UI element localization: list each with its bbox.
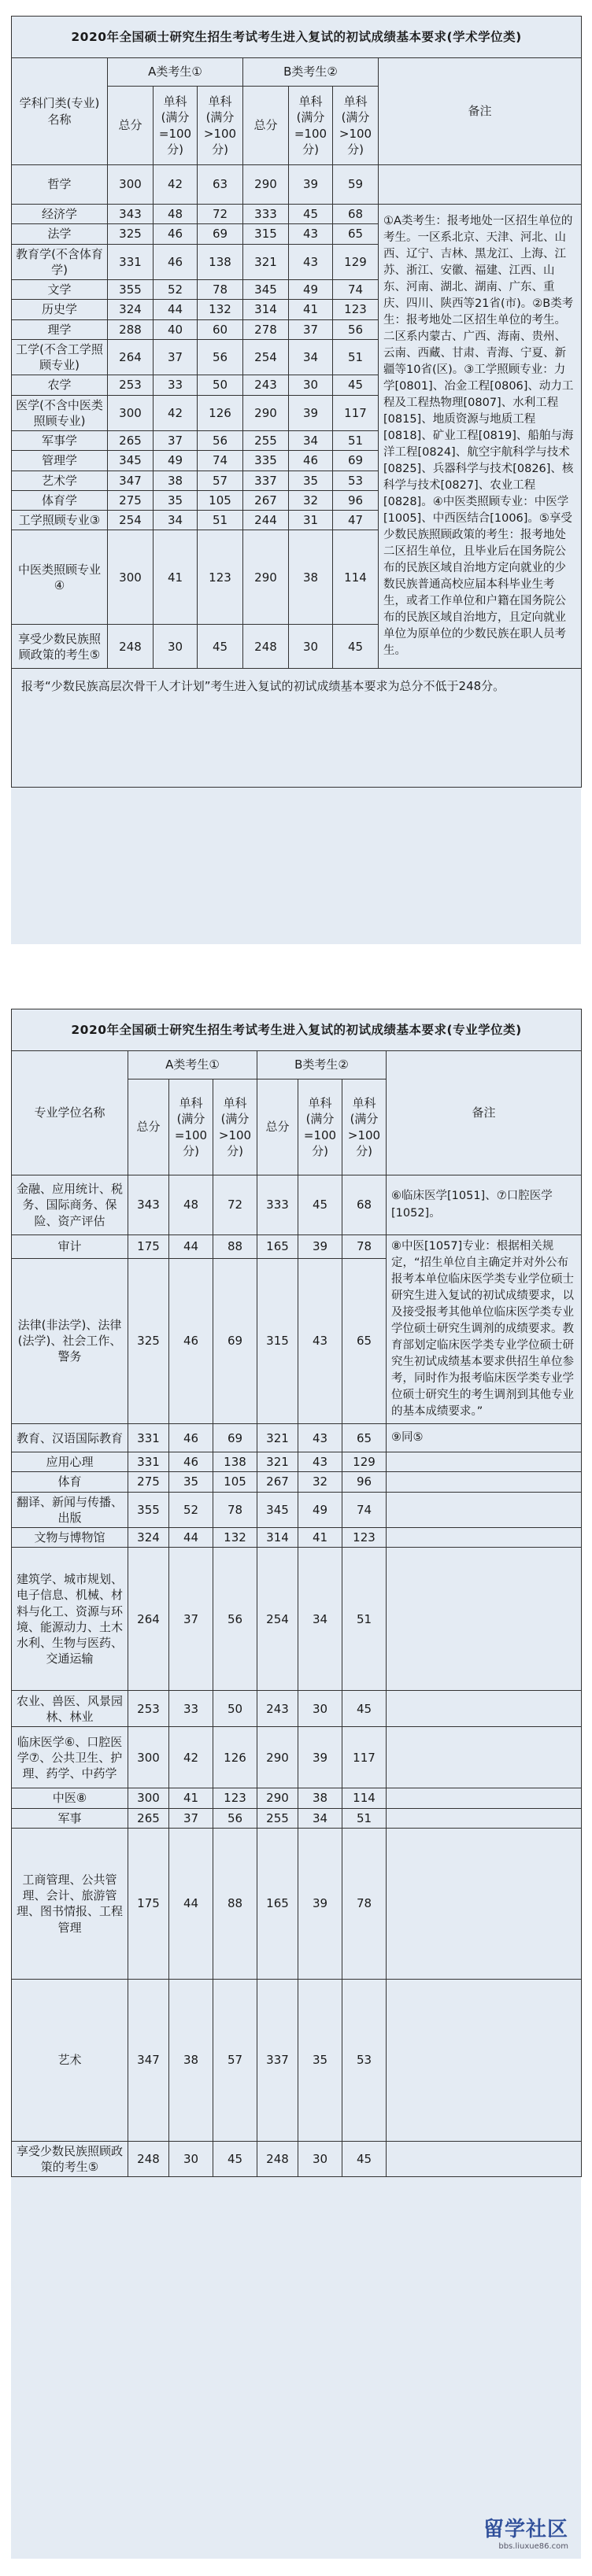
- score-cell: 50: [213, 1691, 257, 1727]
- single-100-header: 单科(满分=100分): [298, 1079, 342, 1175]
- table-row: [12, 1808, 582, 1828]
- score-cell: 347: [128, 1979, 169, 2141]
- score-cell: 175: [128, 1828, 169, 1979]
- score-cell: 45: [198, 625, 243, 669]
- score-cell: 265: [108, 431, 154, 451]
- score-cell: 47: [333, 511, 379, 530]
- degree-name: 教育、汉语国际教育: [12, 1424, 128, 1452]
- score-cell: 50: [198, 375, 243, 395]
- score-cell: 52: [169, 1492, 213, 1528]
- score-cell: 132: [213, 1528, 257, 1548]
- score-cell: 290: [243, 165, 289, 205]
- score-cell: 300: [108, 165, 154, 205]
- academic-rows: [12, 165, 582, 669]
- degree-name: 法律(非法学)、法律(法学)、社会工作、警务: [12, 1258, 128, 1424]
- score-cell: 41: [169, 1788, 213, 1808]
- score-cell: 254: [108, 511, 154, 530]
- score-cell: 69: [198, 224, 243, 244]
- remark-empty: [387, 1788, 582, 1808]
- table-row: [12, 1828, 582, 1979]
- table-row: [12, 1691, 582, 1727]
- degree-name: 应用心理: [12, 1452, 128, 1472]
- score-cell: 39: [298, 1727, 342, 1788]
- table-row: [12, 1548, 582, 1691]
- score-cell: 51: [333, 339, 379, 375]
- score-cell: 126: [198, 395, 243, 431]
- score-cell: 123: [213, 1788, 257, 1808]
- score-cell: 57: [198, 471, 243, 490]
- score-cell: 69: [213, 1424, 257, 1452]
- score-cell: 78: [342, 1235, 387, 1259]
- degree-name: 艺术: [12, 1979, 128, 2141]
- score-cell: 30: [154, 625, 198, 669]
- score-cell: 333: [257, 1175, 298, 1235]
- score-cell: 314: [243, 300, 289, 319]
- score-cell: 56: [333, 319, 379, 339]
- table-row: [12, 1235, 582, 1259]
- subject-name: 教育学(不含体育学): [12, 244, 108, 280]
- score-cell: 49: [298, 1492, 342, 1528]
- table-row: [12, 1979, 582, 2141]
- score-cell: 333: [243, 205, 289, 224]
- score-cell: 43: [298, 1452, 342, 1472]
- score-cell: 45: [213, 2141, 257, 2177]
- score-cell: 267: [243, 490, 289, 510]
- score-cell: 243: [257, 1691, 298, 1727]
- degree-name: 体育: [12, 1472, 128, 1492]
- score-cell: 65: [342, 1258, 387, 1424]
- score-cell: 43: [298, 1258, 342, 1424]
- score-cell: 345: [243, 280, 289, 300]
- score-cell: 34: [289, 339, 333, 375]
- table-row: [12, 1452, 582, 1472]
- score-cell: 51: [342, 1808, 387, 1828]
- score-cell: 300: [128, 1788, 169, 1808]
- score-cell: 96: [342, 1472, 387, 1492]
- score-cell: 51: [342, 1548, 387, 1691]
- score-cell: 31: [289, 511, 333, 530]
- score-cell: 37: [169, 1548, 213, 1691]
- score-cell: 41: [154, 530, 198, 625]
- degree-name: 翻译、新闻与传播、出版: [12, 1492, 128, 1528]
- score-cell: 38: [169, 1979, 213, 2141]
- score-cell: 38: [154, 471, 198, 490]
- score-cell: 254: [243, 339, 289, 375]
- score-cell: 35: [289, 471, 333, 490]
- score-cell: 290: [243, 530, 289, 625]
- score-cell: 288: [108, 319, 154, 339]
- b-class-header: B类考生②: [257, 1051, 387, 1079]
- score-cell: 321: [257, 1452, 298, 1472]
- score-cell: 88: [213, 1828, 257, 1979]
- score-cell: 123: [198, 530, 243, 625]
- score-cell: 46: [154, 224, 198, 244]
- degree-name: 金融、应用统计、税务、国际商务、保险、资产评估: [12, 1175, 128, 1235]
- watermark-url: bbs.liuxue86.com: [498, 2542, 568, 2551]
- degree-name: 中医⑧: [12, 1788, 128, 1808]
- score-cell: 74: [342, 1492, 387, 1528]
- score-cell: 255: [257, 1808, 298, 1828]
- subject-name: 历史学: [12, 300, 108, 319]
- score-cell: 105: [213, 1472, 257, 1492]
- remark-empty: [387, 1452, 582, 1472]
- score-cell: 321: [243, 244, 289, 280]
- score-cell: 105: [198, 490, 243, 510]
- professional-degree-table: [11, 1009, 582, 2177]
- score-cell: 253: [128, 1691, 169, 1727]
- score-cell: 45: [298, 1175, 342, 1235]
- score-cell: 123: [333, 300, 379, 319]
- score-cell: 40: [154, 319, 198, 339]
- score-cell: 30: [169, 2141, 213, 2177]
- score-cell: 314: [257, 1528, 298, 1548]
- score-cell: 114: [333, 530, 379, 625]
- score-cell: 331: [108, 244, 154, 280]
- score-cell: 46: [169, 1452, 213, 1472]
- score-cell: 63: [198, 165, 243, 205]
- table-row: [12, 1528, 582, 1548]
- score-cell: 65: [333, 224, 379, 244]
- score-cell: 68: [333, 205, 379, 224]
- degree-name: 审计: [12, 1235, 128, 1259]
- score-cell: 78: [213, 1492, 257, 1528]
- score-cell: 45: [342, 1691, 387, 1727]
- score-cell: 48: [154, 205, 198, 224]
- score-cell: 46: [169, 1258, 213, 1424]
- score-cell: 254: [257, 1548, 298, 1691]
- score-cell: 325: [128, 1258, 169, 1424]
- table-row: [12, 1424, 582, 1452]
- score-cell: 30: [298, 1691, 342, 1727]
- table-row: [12, 165, 582, 205]
- table-row: [12, 1492, 582, 1528]
- academic-degree-table-sheet: [11, 16, 581, 944]
- single-over100-header: 单科(满分>100分): [213, 1079, 257, 1175]
- score-cell: 41: [298, 1528, 342, 1548]
- remark-empty: [387, 1979, 582, 2141]
- score-cell: 45: [342, 2141, 387, 2177]
- score-cell: 51: [198, 511, 243, 530]
- score-cell: 126: [213, 1727, 257, 1788]
- score-cell: 78: [198, 280, 243, 300]
- score-cell: 34: [289, 431, 333, 451]
- score-cell: 335: [243, 451, 289, 471]
- score-cell: 355: [128, 1492, 169, 1528]
- degree-name: 建筑学、城市规划、电子信息、机械、材料与化工、资源与环境、能源动力、土木水利、生物与医药、交通运输: [12, 1548, 128, 1691]
- degree-name: 军事: [12, 1808, 128, 1828]
- score-cell: 343: [128, 1175, 169, 1235]
- score-cell: 44: [154, 300, 198, 319]
- score-cell: 78: [342, 1828, 387, 1979]
- score-cell: 44: [169, 1528, 213, 1548]
- score-cell: 34: [154, 511, 198, 530]
- subject-name: 中医类照顾专业④: [12, 530, 108, 625]
- score-cell: 315: [243, 224, 289, 244]
- watermark-logo-text: 留学社区: [483, 2518, 568, 2541]
- score-cell: 243: [243, 375, 289, 395]
- score-cell: 57: [213, 1979, 257, 2141]
- score-cell: 138: [198, 244, 243, 280]
- subject-name: 哲学: [12, 165, 108, 205]
- score-cell: 345: [108, 451, 154, 471]
- remark-empty: [387, 1691, 582, 1727]
- table-row: [12, 1788, 582, 1808]
- score-cell: 343: [108, 205, 154, 224]
- score-cell: 300: [108, 395, 154, 431]
- score-cell: 44: [169, 1235, 213, 1259]
- score-cell: 56: [198, 339, 243, 375]
- score-cell: 331: [128, 1424, 169, 1452]
- score-cell: 324: [108, 300, 154, 319]
- score-cell: 39: [289, 165, 333, 205]
- degree-name-header: 专业学位名称: [12, 1051, 128, 1175]
- score-cell: 41: [289, 300, 333, 319]
- score-cell: 44: [169, 1828, 213, 1979]
- score-cell: 175: [128, 1235, 169, 1259]
- score-cell: 74: [198, 451, 243, 471]
- table-row: [12, 1727, 582, 1788]
- table-title: 2020年全国硕士研究生招生考试考生进入复试的初试成绩基本要求(学术学位类): [12, 17, 582, 58]
- table-row: [12, 205, 582, 224]
- degree-name: 文物与博物馆: [12, 1528, 128, 1548]
- degree-name: 享受少数民族照顾政策的考生⑤: [12, 2141, 128, 2177]
- score-cell: 42: [169, 1727, 213, 1788]
- score-cell: 138: [213, 1452, 257, 1472]
- score-cell: 33: [169, 1691, 213, 1727]
- remark-empty: [387, 2141, 582, 2177]
- score-cell: 315: [257, 1258, 298, 1424]
- remark-empty: [387, 1548, 582, 1691]
- remark-empty: [387, 1727, 582, 1788]
- score-cell: 275: [128, 1472, 169, 1492]
- score-cell: 264: [128, 1548, 169, 1691]
- academic-degree-table: [11, 16, 582, 788]
- remark-empty: [387, 1528, 582, 1548]
- score-cell: 88: [213, 1235, 257, 1259]
- score-cell: 325: [108, 224, 154, 244]
- score-cell: 74: [333, 280, 379, 300]
- score-cell: 96: [333, 490, 379, 510]
- subject-header: 学科门类(专业)名称: [12, 58, 108, 165]
- score-cell: 53: [333, 471, 379, 490]
- score-cell: 300: [128, 1727, 169, 1788]
- score-cell: 117: [333, 395, 379, 431]
- subject-name: 体育学: [12, 490, 108, 510]
- score-cell: 38: [298, 1788, 342, 1808]
- subject-name: 工学(不含工学照顾专业): [12, 339, 108, 375]
- professional-degree-table-sheet: [11, 1009, 581, 2559]
- score-cell: 132: [198, 300, 243, 319]
- remark-header: 备注: [387, 1051, 582, 1175]
- score-cell: 56: [213, 1548, 257, 1691]
- remark-cell: ⑨同⑤: [387, 1424, 582, 1452]
- subject-name: 理学: [12, 319, 108, 339]
- score-cell: 32: [298, 1472, 342, 1492]
- score-cell: 248: [128, 2141, 169, 2177]
- single-over100-header: 单科(满分>100分): [198, 87, 243, 165]
- subject-name: 管理学: [12, 451, 108, 471]
- score-cell: 248: [108, 625, 154, 669]
- score-cell: 38: [289, 530, 333, 625]
- score-cell: 331: [128, 1452, 169, 1472]
- b-class-header: B类考生②: [243, 58, 379, 87]
- single-over100-header: 单科(满分>100分): [342, 1079, 387, 1175]
- subject-name: 医学(不含中医类照顾专业): [12, 395, 108, 431]
- score-cell: 45: [289, 205, 333, 224]
- score-cell: 165: [257, 1235, 298, 1259]
- remark-cell: ⑥临床医学[1051]、⑦口腔医学[1052]。: [387, 1175, 582, 1235]
- score-cell: 129: [342, 1452, 387, 1472]
- professional-rows: [12, 1175, 582, 2177]
- score-cell: 72: [213, 1175, 257, 1235]
- total-header: 总分: [128, 1079, 169, 1175]
- single-100-header: 单科(满分=100分): [154, 87, 198, 165]
- site-watermark: [483, 2513, 568, 2551]
- table-row: [12, 1175, 582, 1235]
- subject-name: 文学: [12, 280, 108, 300]
- score-cell: 165: [257, 1828, 298, 1979]
- score-cell: 34: [298, 1548, 342, 1691]
- score-cell: 42: [154, 395, 198, 431]
- total-header: 总分: [108, 87, 154, 165]
- score-cell: 300: [108, 530, 154, 625]
- remark-cell: ①A类考生：报考地处一区招生单位的考生。一区系北京、天津、河北、山西、辽宁、吉林、黑龙江、上海、江苏、浙江、安徽、福建、江西、山东、河南、湖北、湖南、广东、重庆、四川、陕西等21省(市)。②B类考生：报考地处二区招生单位的考生。二区系内蒙古、广西、海南、贵州、云南、西藏、甘肃、青海、宁夏、新疆等10省(区)。③工学照顾专业：力学[0801]、冶金工程[0806]、动力工程及工程热物理[0807]、水利工程[0815]、地质资源与地质工程[0818]、矿业工程[0819]、船舶与海洋工程[0824]、航空宇航科学与技术[0825]、兵器科学与技术[0826]、核科学与技术[0827]、农业工程[0828]。④中医类照顾专业：中医学[1005]、中西医结合[1006]。⑤享受少数民族照顾政策的考生：报考地处二区招生单位，且毕业后在国务院公布的民族区域自治地方定向就业的少数民族普通高校应届本科毕业生考生，或者工作单位和户籍在国务院公布的民族区域自治地方，且定向就业单位为原单位的少数民族在职人员考生。: [379, 205, 582, 669]
- subject-name: 法学: [12, 224, 108, 244]
- score-cell: 37: [154, 431, 198, 451]
- remark-empty: [387, 1808, 582, 1828]
- score-cell: 49: [154, 451, 198, 471]
- table-row: [12, 1472, 582, 1492]
- score-cell: 39: [289, 395, 333, 431]
- score-cell: 56: [213, 1808, 257, 1828]
- score-cell: 46: [154, 244, 198, 280]
- score-cell: 114: [342, 1788, 387, 1808]
- subject-name: 艺术学: [12, 471, 108, 490]
- score-cell: 65: [342, 1424, 387, 1452]
- score-cell: 267: [257, 1472, 298, 1492]
- score-cell: 290: [257, 1727, 298, 1788]
- score-cell: 72: [198, 205, 243, 224]
- score-cell: 59: [333, 165, 379, 205]
- page-separator: [0, 952, 592, 1001]
- a-class-header: A类考生①: [108, 58, 243, 87]
- subject-name: 军事学: [12, 431, 108, 451]
- a-class-header: A类考生①: [128, 1051, 257, 1079]
- score-cell: 244: [243, 511, 289, 530]
- score-cell: 43: [289, 224, 333, 244]
- single-100-header: 单科(满分=100分): [289, 87, 333, 165]
- degree-name: 农业、兽医、风景园林、林业: [12, 1691, 128, 1727]
- degree-name: 工商管理、公共管理、会计、旅游管理、图书情报、工程管理: [12, 1828, 128, 1979]
- score-cell: 53: [342, 1979, 387, 2141]
- score-cell: 35: [154, 490, 198, 510]
- score-cell: 37: [289, 319, 333, 339]
- score-cell: 39: [298, 1828, 342, 1979]
- score-cell: 355: [108, 280, 154, 300]
- score-cell: 69: [333, 451, 379, 471]
- score-cell: 51: [333, 431, 379, 451]
- remark-cell: ⑧中医[1057]专业：根据相关规定，“招生单位自主确定并对外公布报考本单位临床医学类专业学位硕士研究生进入复试的初试成绩要求，以及接受报考其他单位临床医学类专业学位硕士研究生调剂的成绩要求。教育部划定临床医学类专业学位硕士研究生初试成绩基本要求供招生单位参考，同时作为报考临床医学类专业学位硕士研究生的考生调剂到其他专业的基本成绩要求。”: [387, 1235, 582, 1424]
- total-header: 总分: [257, 1079, 298, 1175]
- score-cell: 39: [298, 1235, 342, 1259]
- table-row: [12, 2141, 582, 2177]
- score-cell: 321: [257, 1424, 298, 1452]
- score-cell: 275: [108, 490, 154, 510]
- score-cell: 345: [257, 1492, 298, 1528]
- score-cell: 253: [108, 375, 154, 395]
- score-cell: 117: [342, 1727, 387, 1788]
- remark-empty: [387, 1492, 582, 1528]
- subject-name: 农学: [12, 375, 108, 395]
- score-cell: 264: [108, 339, 154, 375]
- score-cell: 45: [333, 625, 379, 669]
- score-cell: 56: [198, 431, 243, 451]
- single-100-header: 单科(满分=100分): [169, 1079, 213, 1175]
- score-cell: 30: [298, 2141, 342, 2177]
- score-cell: 33: [154, 375, 198, 395]
- single-over100-header: 单科(满分>100分): [333, 87, 379, 165]
- remark-empty: [387, 1472, 582, 1492]
- minority-plan-note: 报考“少数民族高层次骨干人才计划”考生进入复试的初试成绩基本要求为总分不低于248分。: [12, 669, 582, 788]
- degree-name: 临床医学⑥、口腔医学⑦、公共卫生、护理、药学、中药学: [12, 1727, 128, 1788]
- score-cell: 35: [169, 1472, 213, 1492]
- score-cell: 37: [154, 339, 198, 375]
- table-title: 2020年全国硕士研究生招生考试考生进入复试的初试成绩基本要求(专业学位类): [12, 1009, 582, 1051]
- score-cell: 43: [298, 1424, 342, 1452]
- remark-empty: [387, 1828, 582, 1979]
- score-cell: 290: [243, 395, 289, 431]
- score-cell: 265: [128, 1808, 169, 1828]
- subject-name: 经济学: [12, 205, 108, 224]
- score-cell: 68: [342, 1175, 387, 1235]
- score-cell: 30: [289, 375, 333, 395]
- score-cell: 347: [108, 471, 154, 490]
- score-cell: 69: [213, 1258, 257, 1424]
- score-cell: 52: [154, 280, 198, 300]
- score-cell: 48: [169, 1175, 213, 1235]
- score-cell: 43: [289, 244, 333, 280]
- score-cell: 129: [333, 244, 379, 280]
- total-header: 总分: [243, 87, 289, 165]
- score-cell: 49: [289, 280, 333, 300]
- score-cell: 324: [128, 1528, 169, 1548]
- score-cell: 123: [342, 1528, 387, 1548]
- score-cell: 278: [243, 319, 289, 339]
- subject-name: 享受少数民族照顾政策的考生⑤: [12, 625, 108, 669]
- remark-empty: [379, 165, 582, 205]
- subject-name: 工学照顾专业③: [12, 511, 108, 530]
- score-cell: 60: [198, 319, 243, 339]
- score-cell: 32: [289, 490, 333, 510]
- score-cell: 248: [257, 2141, 298, 2177]
- score-cell: 30: [289, 625, 333, 669]
- score-cell: 34: [298, 1808, 342, 1828]
- score-cell: 46: [169, 1424, 213, 1452]
- remark-header: 备注: [379, 58, 582, 165]
- score-cell: 35: [298, 1979, 342, 2141]
- score-cell: 290: [257, 1788, 298, 1808]
- score-cell: 45: [333, 375, 379, 395]
- score-cell: 46: [289, 451, 333, 471]
- score-cell: 248: [243, 625, 289, 669]
- score-cell: 337: [243, 471, 289, 490]
- score-cell: 337: [257, 1979, 298, 2141]
- score-cell: 42: [154, 165, 198, 205]
- score-cell: 37: [169, 1808, 213, 1828]
- score-cell: 255: [243, 431, 289, 451]
